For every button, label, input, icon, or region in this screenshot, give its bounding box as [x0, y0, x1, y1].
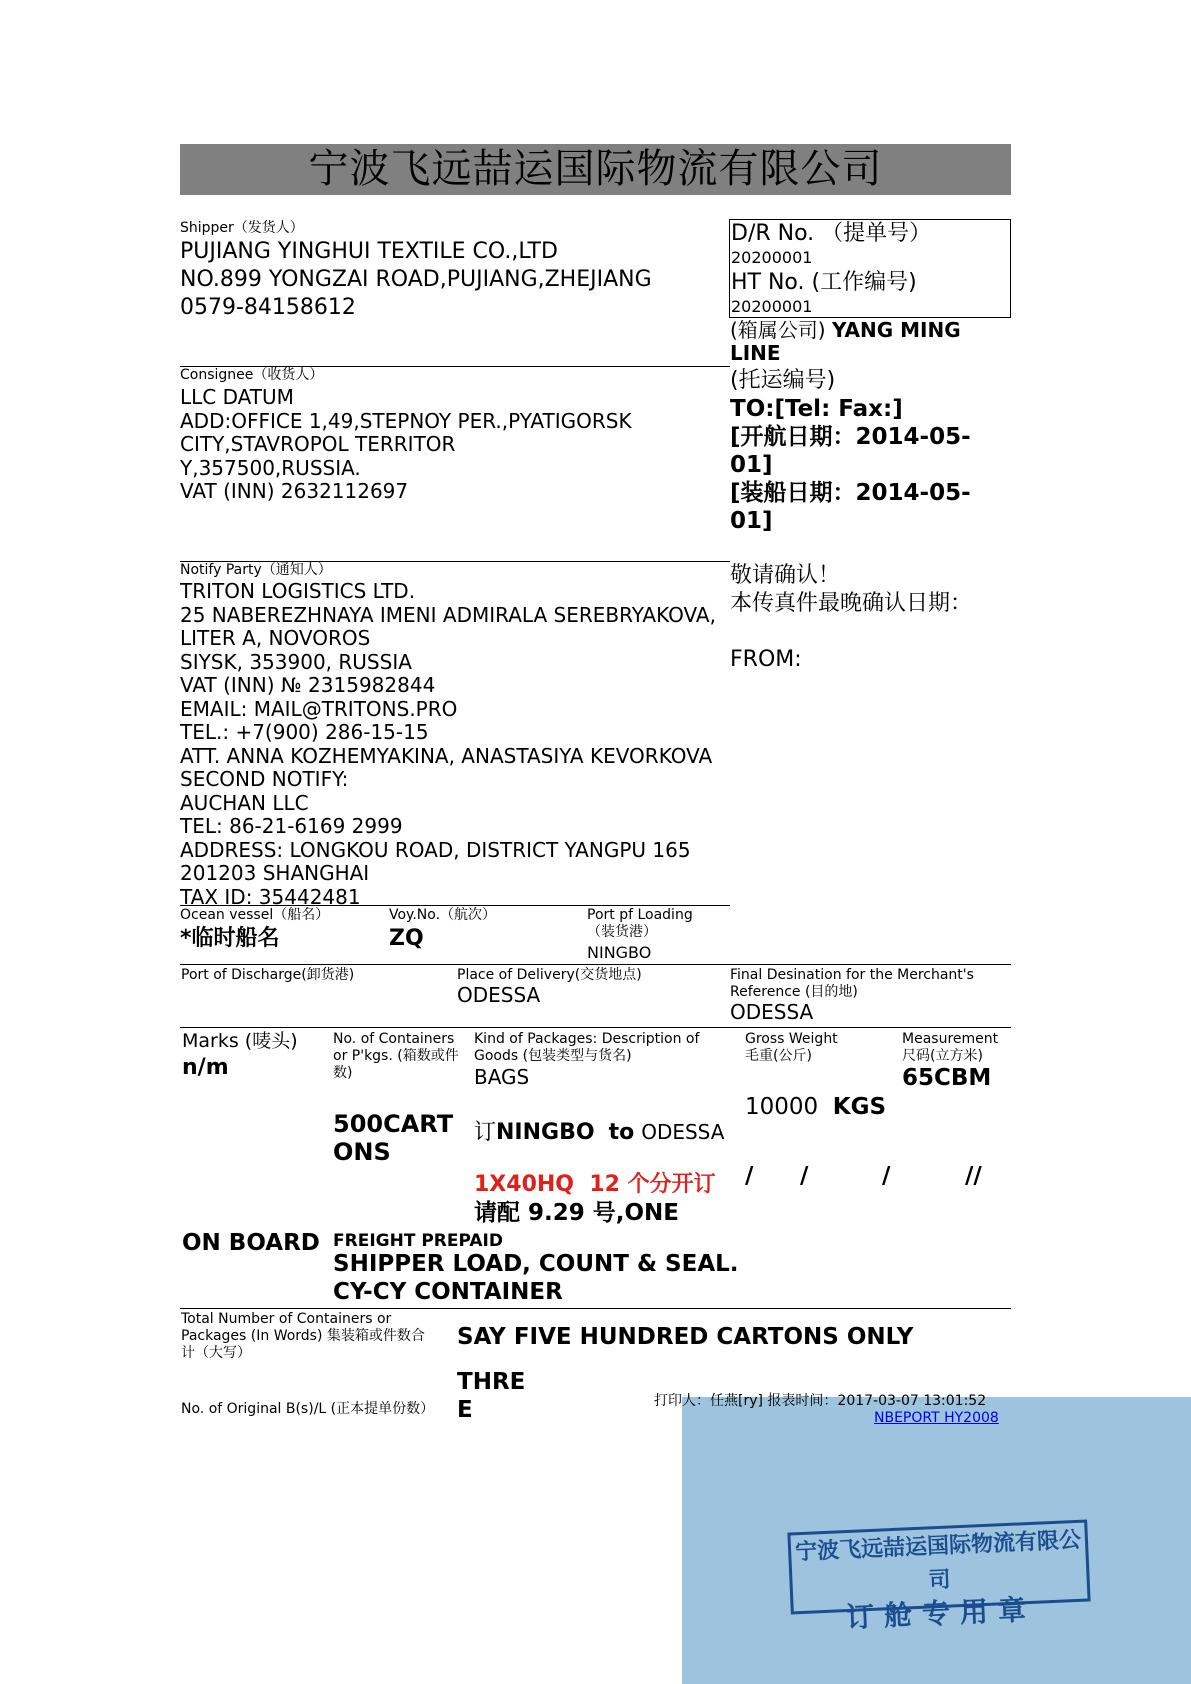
order-prefix: 订 — [474, 1120, 497, 1145]
divider — [180, 964, 1011, 965]
originals-value: THRE E — [457, 1369, 526, 1423]
divider — [180, 1027, 1011, 1028]
originals-label: No. of Original B(s)/L (正本提单份数） — [181, 1401, 435, 1417]
notify-label: Notify Party（通知人） — [180, 562, 332, 578]
red-order-line — [474, 1171, 716, 1199]
print-info: 打印人：任燕[ry] 报表时间：2017-03-07 13:01:52 — [654, 1393, 987, 1409]
from-label: FROM: — [730, 647, 802, 672]
confirm-line2: 本传真件最晚确认日期： — [730, 591, 973, 616]
stamp-line1: 宁波飞远喆运国际物流有限公司 — [794, 1526, 1082, 1594]
final-dest-label: Final Desination for the Merchant's Reference (目的地) — [730, 967, 974, 1000]
to-line: TO:[Tel: Fax:] — [730, 396, 903, 422]
gross-value: 10000 — [745, 1094, 819, 1120]
voyage-label: Voy.No.（航次） — [389, 907, 497, 923]
gross-label: Gross Weight 毛重(公斤) — [745, 1031, 838, 1064]
notify-text: TRITON LOGISTICS LTD. 25 NABEREZHNAYA IMENI ADMIRALA SEREBRYAKOVA, LITER A, NOVOROS SIYSK, 353900, RUSSIA VAT (INN) № 2315982844 EMAIL: MAIL@TRITONS.PRO TEL.: +7(900) 286-15-15 ATT. ANNA KOZHEMYAKINA, ANASTASIYA KEVORKOVA SECOND NOTIFY: AUCHAN LLC TEL: 86-21-6169 2999 ADDRESS: LONGKOU ROAD, DISTRICT YANGPU 165 201203 SHANGHAI TAX ID: 35442481 — [180, 579, 716, 909]
loading-date: [装船日期：2014-05-01] — [730, 480, 971, 534]
order-from: NINGBO — [496, 1120, 595, 1145]
total-value: SAY FIVE HUNDRED CARTONS ONLY — [457, 1324, 914, 1350]
delivery-label: Place of Delivery(交货地点) — [457, 967, 642, 983]
shipper-label: Shipper（发货人） — [180, 220, 304, 236]
containers-value: 500CART ONS — [333, 1110, 454, 1166]
total-label: Total Number of Containers or Packages (In Words) 集装箱或件数合 计（大写） — [181, 1311, 425, 1361]
shipper-text: PUJIANG YINGHUI TEXTILE CO.,LTD NO.899 YONGZAI ROAD,PUJIANG,ZHEJIANG 0579-84158612 — [180, 239, 652, 320]
sailing-date: [开航日期：2014-05-01] — [730, 424, 971, 478]
consignee-text: LLC DATUM ADD:OFFICE 1,49,STEPNOY PER.,PYATIGORSK CITY,STAVROPOL TERRITOR Y,357500,RUSSIA. VAT (INN) 2632112697 — [180, 385, 632, 503]
divider — [180, 905, 730, 906]
order-to: to — [608, 1120, 635, 1145]
pol-value: NINGBO — [587, 943, 652, 962]
clause-2: CY-CY CONTAINER — [333, 1279, 563, 1305]
footer-link[interactable]: NBEPORT HY2008 — [874, 1410, 999, 1426]
company-stamp — [787, 1519, 1090, 1635]
vessel-value: *临时船名 — [180, 926, 280, 951]
order-line — [474, 1118, 724, 1147]
date-line: 请配 9.29 号,ONE — [474, 1200, 680, 1226]
freight-text: FREIGHT PREPAID — [333, 1231, 503, 1251]
slash-1: / — [745, 1163, 754, 1189]
containers-label: No. of Containers or P'kgs. (箱数或件 数) — [333, 1031, 459, 1081]
slash-2: / — [800, 1163, 809, 1189]
divider — [180, 1308, 1011, 1309]
booking-no-label: (托运编号) — [730, 368, 836, 393]
pol-label: Port pf Loading （装货港） — [587, 907, 693, 940]
order-dest: ODESSA — [641, 1120, 725, 1144]
delivery-value: ODESSA — [457, 983, 541, 1007]
goods-label: Kind of Packages: Description of Goods (包装类型与货名) — [474, 1031, 700, 1064]
company-title: 宁波飞远喆运国际物流有限公司 — [180, 144, 1011, 195]
goods-value: BAGS — [474, 1065, 530, 1089]
gross-line — [745, 1093, 886, 1121]
final-dest-value: ODESSA — [730, 1000, 814, 1024]
carrier-value: YANG MING LINE — [730, 318, 961, 365]
confirm-line1: 敬请确认！ — [730, 563, 841, 588]
carrier-line — [730, 319, 990, 365]
gross-unit: KGS — [832, 1094, 887, 1120]
marks-value: n/m — [182, 1055, 229, 1080]
ht-label: HT No. (工作编号) — [731, 270, 917, 295]
dr-value: 20200001 — [731, 248, 813, 267]
measure-label: Measurement 尺码(立方米) — [902, 1031, 999, 1064]
clause-1: SHIPPER LOAD, COUNT & SEAL. — [333, 1251, 739, 1277]
vessel-label: Ocean vessel（船名） — [180, 907, 330, 923]
red-order-text: 1X40HQ 12 个分开订 — [474, 1172, 716, 1197]
slash-4: // — [965, 1163, 982, 1189]
stamp-line2: 订舱专用章 — [845, 1592, 1037, 1635]
voyage-value: ZQ — [389, 926, 424, 951]
dr-label: D/R No. （提单号） — [731, 221, 932, 246]
ht-value: 20200001 — [731, 297, 813, 316]
carrier-label: (箱属公司) — [730, 318, 826, 342]
consignee-label: Consignee（收货人） — [180, 367, 324, 383]
measure-value: 65CBM — [902, 1065, 992, 1091]
on-board: ON BOARD — [182, 1230, 320, 1256]
slash-3: / — [882, 1163, 891, 1189]
pod-label: Port of Discharge(卸货港) — [181, 967, 355, 983]
marks-label: Marks (唛头) — [182, 1030, 298, 1052]
